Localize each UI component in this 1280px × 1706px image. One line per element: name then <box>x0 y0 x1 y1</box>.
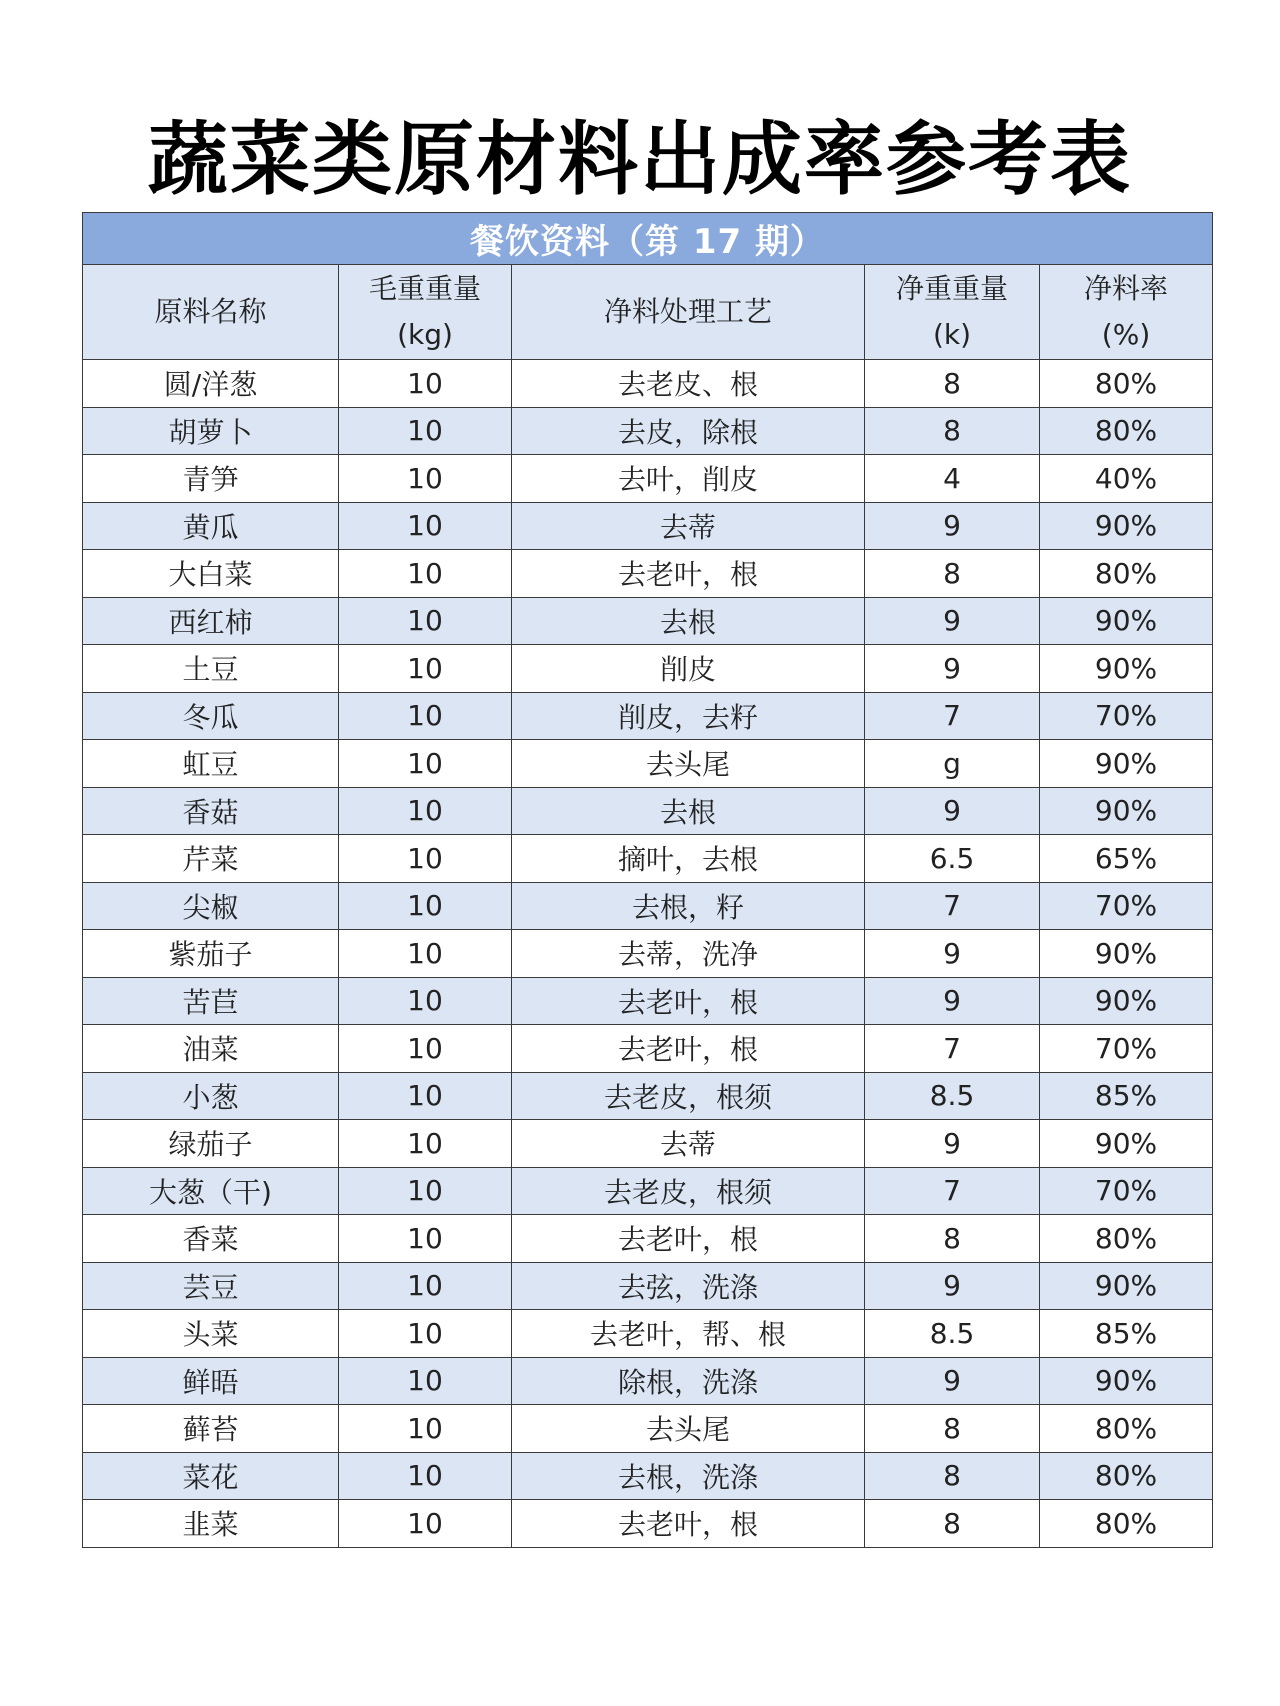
header-row <box>83 265 1213 360</box>
cell-gross-weight: 10 <box>339 1120 512 1168</box>
cell-yield-rate: 90% <box>1040 597 1213 645</box>
column-header-gross-weight <box>339 265 512 360</box>
cell-process: 去老皮，根须 <box>512 1072 865 1120</box>
cell-net-weight: 8 <box>865 360 1040 408</box>
cell-name: 冬瓜 <box>83 692 339 740</box>
cell-yield-rate: 70% <box>1040 1025 1213 1073</box>
table-row <box>83 787 1213 835</box>
cell-name: 大葱（干) <box>83 1167 339 1215</box>
cell-name: 黄瓜 <box>83 502 339 550</box>
cell-net-weight: 8 <box>865 550 1040 598</box>
cell-net-weight: 7 <box>865 1025 1040 1073</box>
cell-gross-weight: 10 <box>339 360 512 408</box>
cell-name: 鲜晤 <box>83 1357 339 1405</box>
table-row <box>83 407 1213 455</box>
cell-process: 去根 <box>512 787 865 835</box>
cell-name: 大白菜 <box>83 550 339 598</box>
cell-net-weight: 7 <box>865 692 1040 740</box>
column-header-rate-unit: (%) <box>1101 318 1151 351</box>
cell-name: 油菜 <box>83 1025 339 1073</box>
cell-gross-weight: 10 <box>339 692 512 740</box>
cell-name: 圆/洋葱 <box>83 360 339 408</box>
cell-process: 去老叶，根 <box>512 1025 865 1073</box>
table-row <box>83 740 1213 788</box>
cell-yield-rate: 90% <box>1040 977 1213 1025</box>
cell-yield-rate: 90% <box>1040 502 1213 550</box>
table-row <box>83 1452 1213 1500</box>
table-row <box>83 1215 1213 1263</box>
cell-name: 西红柿 <box>83 597 339 645</box>
cell-gross-weight: 10 <box>339 407 512 455</box>
cell-name: 土豆 <box>83 645 339 693</box>
cell-name: 菜花 <box>83 1452 339 1500</box>
table-row <box>83 1167 1213 1215</box>
cell-name: 香菇 <box>83 787 339 835</box>
cell-net-weight: 7 <box>865 882 1040 930</box>
cell-net-weight: 7 <box>865 1167 1040 1215</box>
cell-net-weight: 4 <box>865 455 1040 503</box>
cell-process: 削皮 <box>512 645 865 693</box>
column-header-net-unit: (k) <box>932 318 972 351</box>
cell-process: 去老叶，根 <box>512 1215 865 1263</box>
cell-name: 苦苣 <box>83 977 339 1025</box>
cell-net-weight: 8.5 <box>865 1310 1040 1358</box>
cell-process: 去弦，洗涤 <box>512 1262 865 1310</box>
cell-yield-rate: 65% <box>1040 835 1213 883</box>
cell-net-weight: 8 <box>865 1405 1040 1453</box>
cell-process: 去皮，除根 <box>512 407 865 455</box>
cell-name: 小葱 <box>83 1072 339 1120</box>
cell-net-weight: 8.5 <box>865 1072 1040 1120</box>
cell-net-weight: 9 <box>865 597 1040 645</box>
table-row <box>83 1357 1213 1405</box>
cell-gross-weight: 10 <box>339 645 512 693</box>
cell-name: 紫茄子 <box>83 930 339 978</box>
table-row <box>83 977 1213 1025</box>
cell-name: 胡萝卜 <box>83 407 339 455</box>
table-row <box>83 645 1213 693</box>
cell-gross-weight: 10 <box>339 1262 512 1310</box>
cell-process: 摘叶，去根 <box>512 835 865 883</box>
column-header-gross-unit: (kg) <box>397 318 453 351</box>
cell-net-weight: 9 <box>865 1120 1040 1168</box>
cell-yield-rate: 90% <box>1040 645 1213 693</box>
cell-name: 虹豆 <box>83 740 339 788</box>
cell-gross-weight: 10 <box>339 455 512 503</box>
cell-process: 去根，籽 <box>512 882 865 930</box>
cell-yield-rate: 90% <box>1040 740 1213 788</box>
table-row <box>83 882 1213 930</box>
table-row <box>83 692 1213 740</box>
cell-gross-weight: 10 <box>339 1167 512 1215</box>
cell-process: 去老叶，根 <box>512 1500 865 1548</box>
cell-process: 去蒂 <box>512 1120 865 1168</box>
column-header-yield-rate <box>1040 265 1213 360</box>
cell-process: 去头尾 <box>512 740 865 788</box>
band-row <box>83 213 1213 265</box>
column-header-net-weight <box>865 265 1040 360</box>
cell-gross-weight: 10 <box>339 1405 512 1453</box>
cell-yield-rate: 90% <box>1040 930 1213 978</box>
cell-name: 藓苔 <box>83 1405 339 1453</box>
cell-name: 香菜 <box>83 1215 339 1263</box>
yield-rate-table <box>82 212 1213 1548</box>
cell-gross-weight: 10 <box>339 835 512 883</box>
table-band-title: 餐饮资料（第 17 期） <box>83 213 1213 265</box>
cell-gross-weight: 10 <box>339 1357 512 1405</box>
table-row <box>83 1310 1213 1358</box>
cell-net-weight: 9 <box>865 1262 1040 1310</box>
table-row <box>83 1262 1213 1310</box>
cell-net-weight: 6.5 <box>865 835 1040 883</box>
cell-net-weight: 9 <box>865 977 1040 1025</box>
cell-yield-rate: 70% <box>1040 1167 1213 1215</box>
cell-name: 头菜 <box>83 1310 339 1358</box>
cell-process: 去蒂 <box>512 502 865 550</box>
cell-process: 去蒂，洗净 <box>512 930 865 978</box>
cell-gross-weight: 10 <box>339 1215 512 1263</box>
cell-net-weight: 8 <box>865 1452 1040 1500</box>
cell-net-weight: 9 <box>865 645 1040 693</box>
cell-process: 去老皮、根 <box>512 360 865 408</box>
cell-yield-rate: 80% <box>1040 1452 1213 1500</box>
cell-process: 去头尾 <box>512 1405 865 1453</box>
cell-gross-weight: 10 <box>339 1500 512 1548</box>
cell-process: 去根，洗涤 <box>512 1452 865 1500</box>
cell-yield-rate: 70% <box>1040 882 1213 930</box>
table-row <box>83 455 1213 503</box>
cell-process: 去老叶，根 <box>512 550 865 598</box>
cell-name: 青笋 <box>83 455 339 503</box>
cell-gross-weight: 10 <box>339 550 512 598</box>
cell-net-weight: g <box>865 740 1040 788</box>
table-row <box>83 1072 1213 1120</box>
cell-gross-weight: 10 <box>339 1072 512 1120</box>
cell-yield-rate: 80% <box>1040 360 1213 408</box>
cell-gross-weight: 10 <box>339 882 512 930</box>
cell-process: 除根，洗涤 <box>512 1357 865 1405</box>
cell-yield-rate: 70% <box>1040 692 1213 740</box>
cell-yield-rate: 90% <box>1040 1357 1213 1405</box>
cell-gross-weight: 10 <box>339 502 512 550</box>
cell-name: 韭菜 <box>83 1500 339 1548</box>
cell-net-weight: 9 <box>865 502 1040 550</box>
cell-name: 尖椒 <box>83 882 339 930</box>
table-row <box>83 597 1213 645</box>
page-title: 蔬菜类原材料出成率参考表 <box>148 113 1132 206</box>
cell-net-weight: 8 <box>865 1215 1040 1263</box>
cell-gross-weight: 10 <box>339 597 512 645</box>
cell-process: 削皮，去籽 <box>512 692 865 740</box>
cell-yield-rate: 80% <box>1040 407 1213 455</box>
cell-net-weight: 9 <box>865 930 1040 978</box>
cell-net-weight: 9 <box>865 1357 1040 1405</box>
cell-yield-rate: 80% <box>1040 550 1213 598</box>
cell-process: 去叶，削皮 <box>512 455 865 503</box>
cell-net-weight: 8 <box>865 1500 1040 1548</box>
cell-net-weight: 8 <box>865 407 1040 455</box>
table-row <box>83 1405 1213 1453</box>
cell-yield-rate: 90% <box>1040 1262 1213 1310</box>
column-header-gross-label: 毛重重量 <box>368 272 481 305</box>
cell-yield-rate: 90% <box>1040 1120 1213 1168</box>
cell-gross-weight: 10 <box>339 787 512 835</box>
cell-process: 去老叶，根 <box>512 977 865 1025</box>
cell-process: 去老皮，根须 <box>512 1167 865 1215</box>
column-header-process: 净料处理工艺 <box>512 265 865 360</box>
cell-yield-rate: 80% <box>1040 1405 1213 1453</box>
cell-net-weight: 9 <box>865 787 1040 835</box>
cell-gross-weight: 10 <box>339 1025 512 1073</box>
cell-yield-rate: 85% <box>1040 1310 1213 1358</box>
cell-gross-weight: 10 <box>339 1452 512 1500</box>
table-row <box>83 930 1213 978</box>
table-row <box>83 1500 1213 1548</box>
table-row <box>83 550 1213 598</box>
cell-yield-rate: 85% <box>1040 1072 1213 1120</box>
cell-yield-rate: 80% <box>1040 1215 1213 1263</box>
cell-yield-rate: 90% <box>1040 787 1213 835</box>
column-header-name: 原料名称 <box>83 265 339 360</box>
cell-yield-rate: 40% <box>1040 455 1213 503</box>
cell-name: 绿茄子 <box>83 1120 339 1168</box>
table-row <box>83 835 1213 883</box>
cell-gross-weight: 10 <box>339 1310 512 1358</box>
cell-name: 芸豆 <box>83 1262 339 1310</box>
cell-yield-rate: 80% <box>1040 1500 1213 1548</box>
cell-process: 去老叶，帮、根 <box>512 1310 865 1358</box>
table-row <box>83 502 1213 550</box>
table-row <box>83 360 1213 408</box>
table-row <box>83 1120 1213 1168</box>
column-header-net-label: 净重重量 <box>895 272 1008 305</box>
cell-gross-weight: 10 <box>339 977 512 1025</box>
column-header-rate-label: 净料率 <box>1084 272 1169 305</box>
cell-gross-weight: 10 <box>339 930 512 978</box>
cell-gross-weight: 10 <box>339 740 512 788</box>
cell-process: 去根 <box>512 597 865 645</box>
cell-name: 芹菜 <box>83 835 339 883</box>
table-body <box>83 360 1213 1548</box>
table-row <box>83 1025 1213 1073</box>
